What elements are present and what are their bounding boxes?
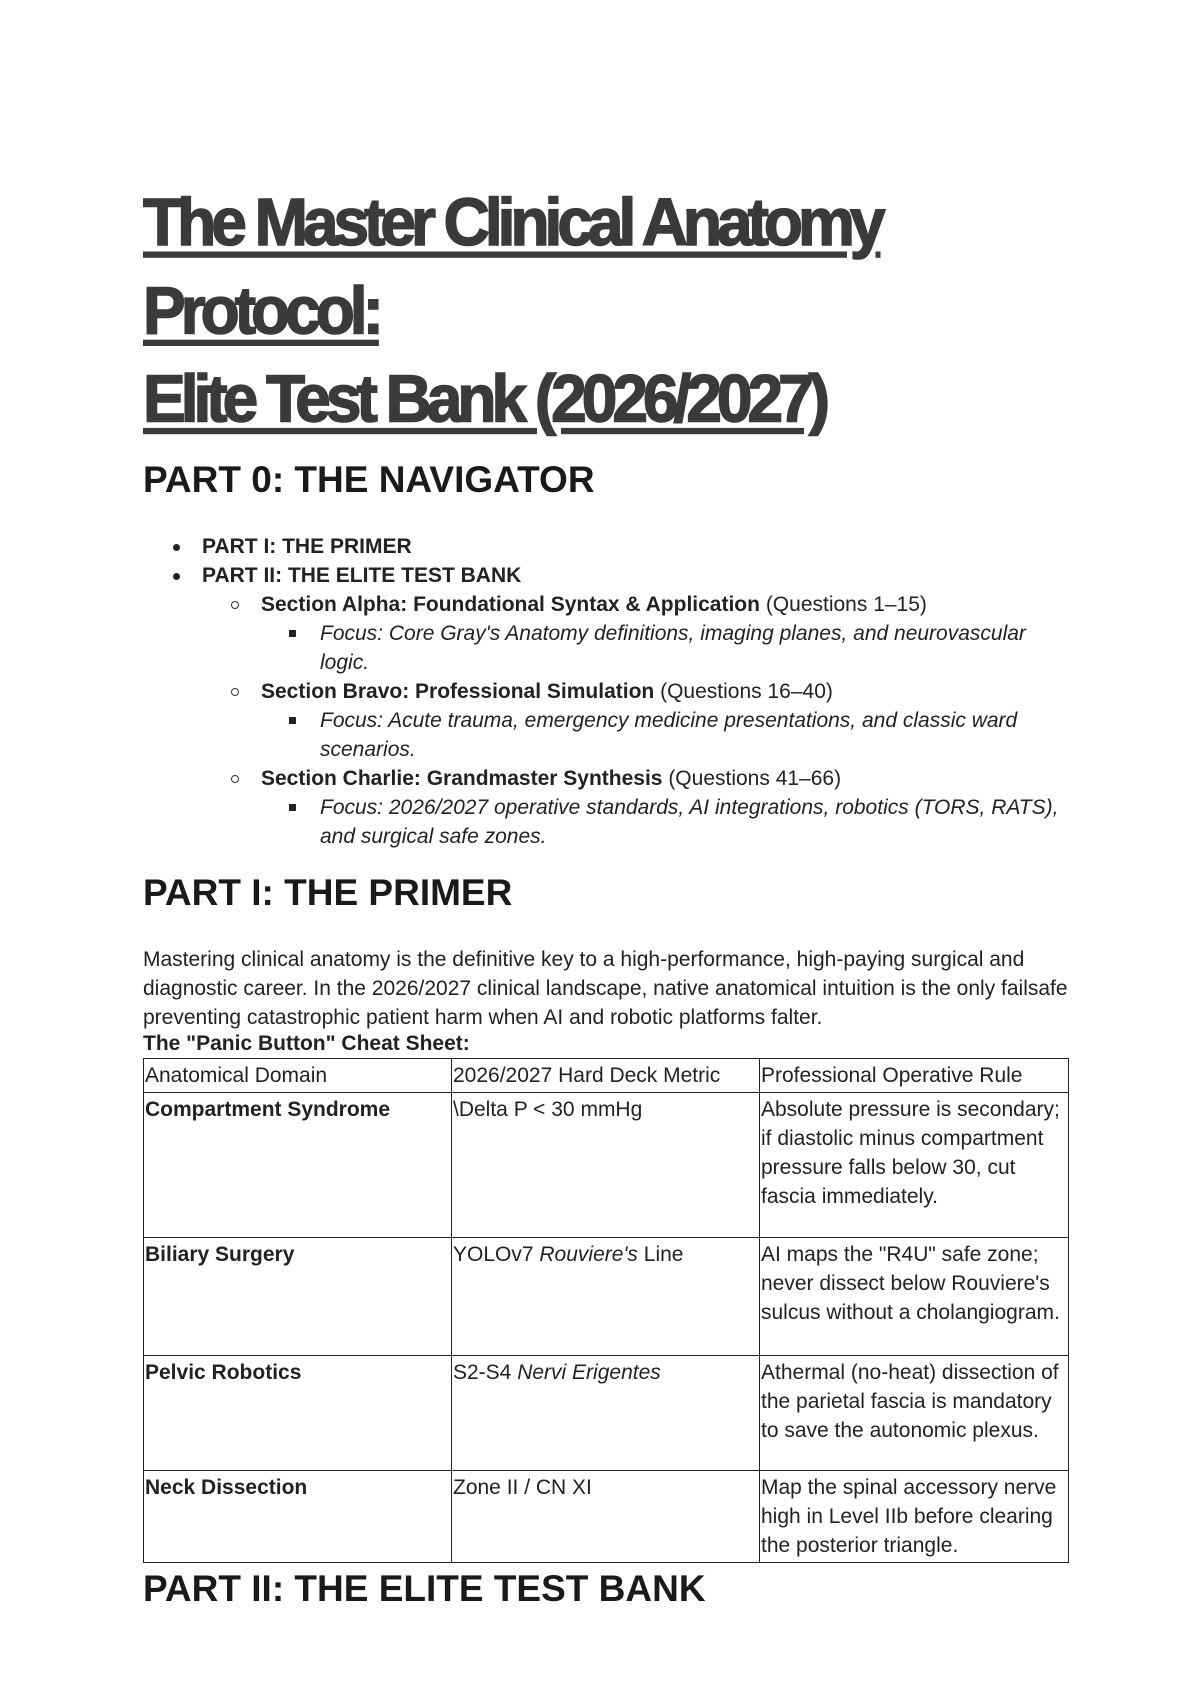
section-focus: Focus: Acute trauma, emergency medicine presentations, and classic ward scenarios. (320, 706, 1060, 764)
section-range: (Questions 41–66) (668, 767, 842, 790)
table-row (144, 1093, 1069, 1238)
section-list (202, 590, 1068, 851)
document-title-line-2: Elite Test Bank (2026/2027) (143, 360, 825, 437)
metric-cell (452, 1471, 760, 1563)
column-header-metric: 2026/2027 Hard Deck Metric (452, 1059, 760, 1093)
cheat-sheet-title: The "Panic Button" Cheat Sheet: (143, 1032, 470, 1055)
metric-text: Zone II / CN XI (453, 1476, 592, 1499)
section-range: (Questions 1–15) (765, 593, 927, 616)
part-two-heading: PART II: THE ELITE TEST BANK (143, 1568, 706, 1609)
navigator-list (143, 532, 1068, 851)
table-row (144, 1471, 1069, 1563)
focus-list (261, 706, 1060, 764)
metric-text: YOLOv7 (453, 1243, 540, 1266)
domain-cell: Neck Dissection (144, 1471, 452, 1563)
document-title (143, 178, 1068, 443)
section-alpha[interactable] (261, 590, 1068, 677)
document-page (143, 178, 1068, 1611)
table-row (144, 1356, 1069, 1471)
document-title-line-1: The Master Clinical Anatomy Protocol: (143, 184, 881, 349)
metric-cell (452, 1238, 760, 1356)
section-name: Section Bravo: Professional Simulation (261, 680, 655, 703)
metric-italic-text: Rouviere's (539, 1243, 638, 1266)
rule-cell: Athermal (no-heat) dissection of the parietal fascia is mandatory to save the autonomic plexus. (760, 1356, 1069, 1471)
domain-cell: Biliary Surgery (144, 1238, 452, 1356)
focus-list (261, 793, 1060, 851)
section-focus: Focus: Core Gray's Anatomy definitions, imaging planes, and neurovascular logic. (320, 619, 1060, 677)
domain-cell: Compartment Syndrome (144, 1093, 452, 1238)
navigator-heading: PART 0: THE NAVIGATOR (143, 459, 595, 500)
primer-heading: PART I: THE PRIMER (143, 872, 513, 913)
column-header-domain: Anatomical Domain (144, 1059, 452, 1093)
metric-cell (452, 1356, 760, 1471)
section-range: (Questions 16–40) (660, 680, 833, 703)
table-row (144, 1238, 1069, 1356)
primer-intro: Mastering clinical anatomy is the definitive key to a high-performance, high-paying surgical and diagnostic career. In the 2026/2027 clinical landscape, native anatomical intuition is the only failsafe preventing catastrophic patient harm when AI and robotic platforms falter. (143, 948, 1068, 1029)
navigator-item-label: PART II: THE ELITE TEST BANK (202, 564, 522, 587)
navigator-item-label: PART I: THE PRIMER (202, 535, 412, 558)
cheat-sheet-table (143, 1058, 1069, 1563)
column-header-rule: Professional Operative Rule (760, 1059, 1069, 1093)
navigator-item-test-bank[interactable] (202, 561, 1068, 851)
metric-text: \Delta P < 30 mmHg (453, 1098, 643, 1121)
rule-cell: Absolute pressure is secondary; if diastolic minus compartment pressure falls below 30, cut fascia immediately. (760, 1093, 1069, 1238)
metric-cell (452, 1093, 760, 1238)
navigator-item-primer[interactable] (202, 532, 1068, 561)
section-name: Section Alpha: Foundational Syntax & Application (261, 593, 760, 616)
rule-cell: Map the spinal accessory nerve high in Level IIb before clearing the posterior triangle. (760, 1471, 1069, 1563)
section-bravo[interactable] (261, 677, 1068, 764)
domain-cell: Pelvic Robotics (144, 1356, 452, 1471)
section-charlie[interactable] (261, 764, 1068, 851)
rule-cell: AI maps the "R4U" safe zone; never dissect below Rouviere's sulcus without a cholangiogram. (760, 1238, 1069, 1356)
table-header-row (144, 1059, 1069, 1093)
focus-list (261, 619, 1060, 677)
metric-text: S2-S4 (453, 1361, 518, 1384)
metric-italic-text: Nervi Erigentes (517, 1361, 661, 1384)
section-name: Section Charlie: Grandmaster Synthesis (261, 767, 663, 790)
metric-suffix-text: Line (637, 1243, 684, 1266)
section-focus: Focus: 2026/2027 operative standards, AI integrations, robotics (TORS, RATS), and surgical safe zones. (320, 793, 1060, 851)
